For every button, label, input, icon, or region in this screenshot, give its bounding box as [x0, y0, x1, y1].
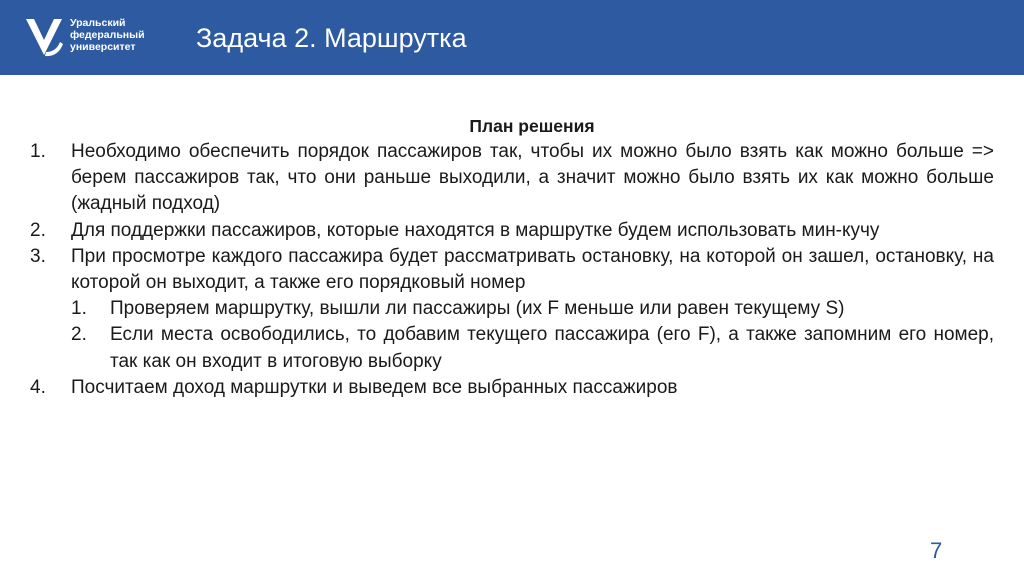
logo-text: [70, 17, 145, 53]
sub-list-item-text: Проверяем маршрутку, вышли ли пассажиры (их F меньше или равен текущему S): [110, 298, 845, 320]
list-item: [30, 244, 994, 296]
list-item-number: 3.: [30, 245, 46, 267]
list-item: [30, 375, 994, 401]
page-number: 7: [930, 538, 943, 563]
slide-header: [0, 0, 1024, 75]
list-item-text: Для поддержки пассажиров, которые находятся в маршрутке будем использовать мин-кучу: [71, 219, 880, 241]
list-item-text: При просмотре каждого пассажира будет рассматривать остановку, на которой он зашел, остановку, на которой он выходит, а также его порядковый номер: [71, 245, 994, 294]
sub-list-item: [30, 296, 994, 322]
list-item: [30, 218, 994, 244]
list-item-number: 2.: [30, 219, 46, 241]
list-item-number: 1.: [30, 141, 46, 162]
sub-list-item-text: Если места освободились, то добавим текущего пассажира (его F), а также запомним его номер, так как он входит в итоговую выборку: [110, 324, 994, 372]
urfu-logo: [22, 14, 162, 60]
sub-list-item: [30, 322, 994, 374]
logo-line-2: федеральный: [70, 29, 145, 41]
urfu-logo-icon: [22, 16, 68, 58]
slide-content: [30, 113, 994, 401]
logo-line-1: Уральский: [70, 17, 126, 29]
list-item-text: Посчитаем доход маршрутки и выведем все выбранных пассажиров: [71, 376, 678, 398]
slide-title: Задача 2. Маршрутка: [196, 23, 467, 53]
sub-list-item-number: 1.: [71, 298, 87, 320]
sub-list-item-number: 2.: [71, 324, 87, 346]
list-item-number: 4.: [30, 376, 46, 398]
plan-heading: План решения: [469, 116, 595, 136]
list-item: [30, 139, 994, 218]
logo-line-3: университет: [70, 41, 136, 53]
list-item-text: Необходимо обеспечить порядок пассажиров так, чтобы их можно было взять как можно больше => берем пассажиров так, что они раньше выходили, а значит можно было взять их как можно больше (жадный подход): [71, 141, 994, 215]
